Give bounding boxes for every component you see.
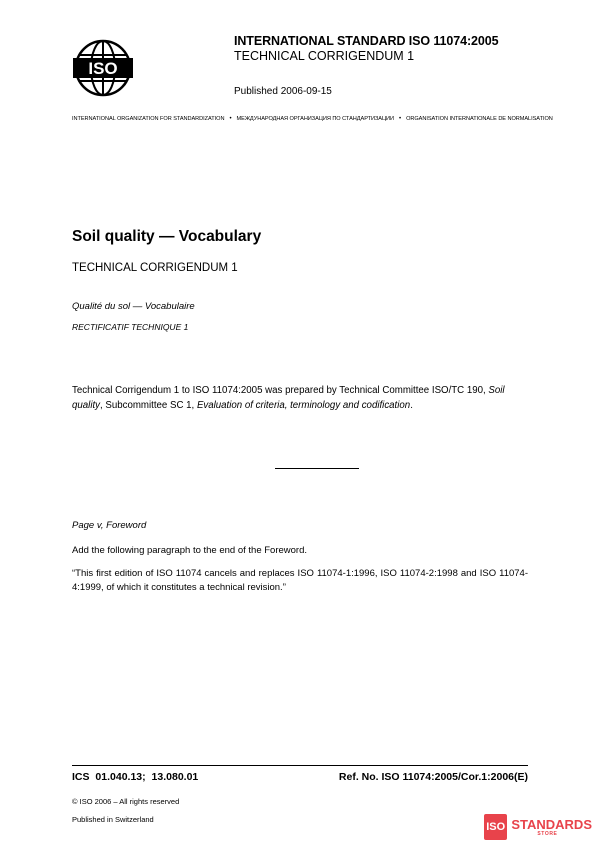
section-divider	[275, 468, 359, 469]
corrigendum-label: TECHNICAL CORRIGENDUM 1	[234, 49, 415, 63]
stamp-small-text: STORE	[537, 830, 558, 837]
copyright-notice: © ISO 2006 – All rights reserved	[72, 797, 180, 806]
intro-text-1: Technical Corrigendum 1 to ISO 11074:2005 was prepared by Technical Committee ISO/TC 190,	[72, 385, 489, 396]
stamp-text: STANDARDS	[511, 816, 592, 832]
publication-place: Published in Switzerland	[72, 815, 154, 824]
organization-line	[72, 116, 553, 122]
standard-title: INTERNATIONAL STANDARD ISO 11074:2005	[234, 34, 499, 48]
publication-date: Published 2006-09-15	[234, 86, 332, 97]
page-reference: Page v, Foreword	[72, 520, 147, 531]
subcommittee-name: Evaluation of criteria, terminology and codification	[196, 400, 411, 411]
french-title: Qualité du sol — Vocabulaire	[72, 301, 195, 312]
ics-code: ICS 01.040.13; 13.080.01	[72, 771, 199, 783]
french-subtitle: RECTIFICATIF TECHNIQUE 1	[72, 322, 189, 332]
org-name-fr: ORGANISATION INTERNATIONALE DE NORMALISATION	[406, 116, 553, 122]
intro-paragraph	[72, 383, 528, 413]
instruction-text: Add the following paragraph to the end of the Foreword.	[72, 545, 308, 556]
standards-store-watermark	[484, 812, 592, 842]
intro-text-2: , Subcommittee SC 1,	[100, 400, 197, 411]
iso-logo-text: ISO	[88, 59, 118, 78]
document-subtitle: TECHNICAL CORRIGENDUM 1	[72, 262, 238, 274]
org-name-en: INTERNATIONAL ORGANIZATION FOR STANDARDIZATION	[72, 116, 225, 122]
quoted-paragraph: “This first edition of ISO 11074 cancels and replaces ISO 11074-1:1996, ISO 11074-2:1998 and ISO 11074-4:1999, of which it constitutes a technical revision.”	[72, 568, 528, 593]
stamp-label	[511, 818, 592, 837]
intro-text-3: .	[410, 400, 413, 411]
document-title: Soil quality — Vocabulary	[72, 228, 262, 245]
iso-logo	[72, 38, 134, 98]
committee-name: Soil quality	[72, 385, 505, 411]
reference-number: Ref. No. ISO 11074:2005/Cor.1:2006(E)	[338, 771, 528, 783]
stamp-logo: ISO	[484, 814, 507, 840]
org-name-ru: МЕЖДУНАРОДНАЯ ОРГАНИЗАЦИЯ ПО СТАНДАРТИЗАЦИИ	[236, 116, 394, 122]
separator-bullet: •	[399, 116, 402, 122]
separator-bullet: •	[229, 116, 232, 122]
footer-divider	[72, 765, 528, 766]
